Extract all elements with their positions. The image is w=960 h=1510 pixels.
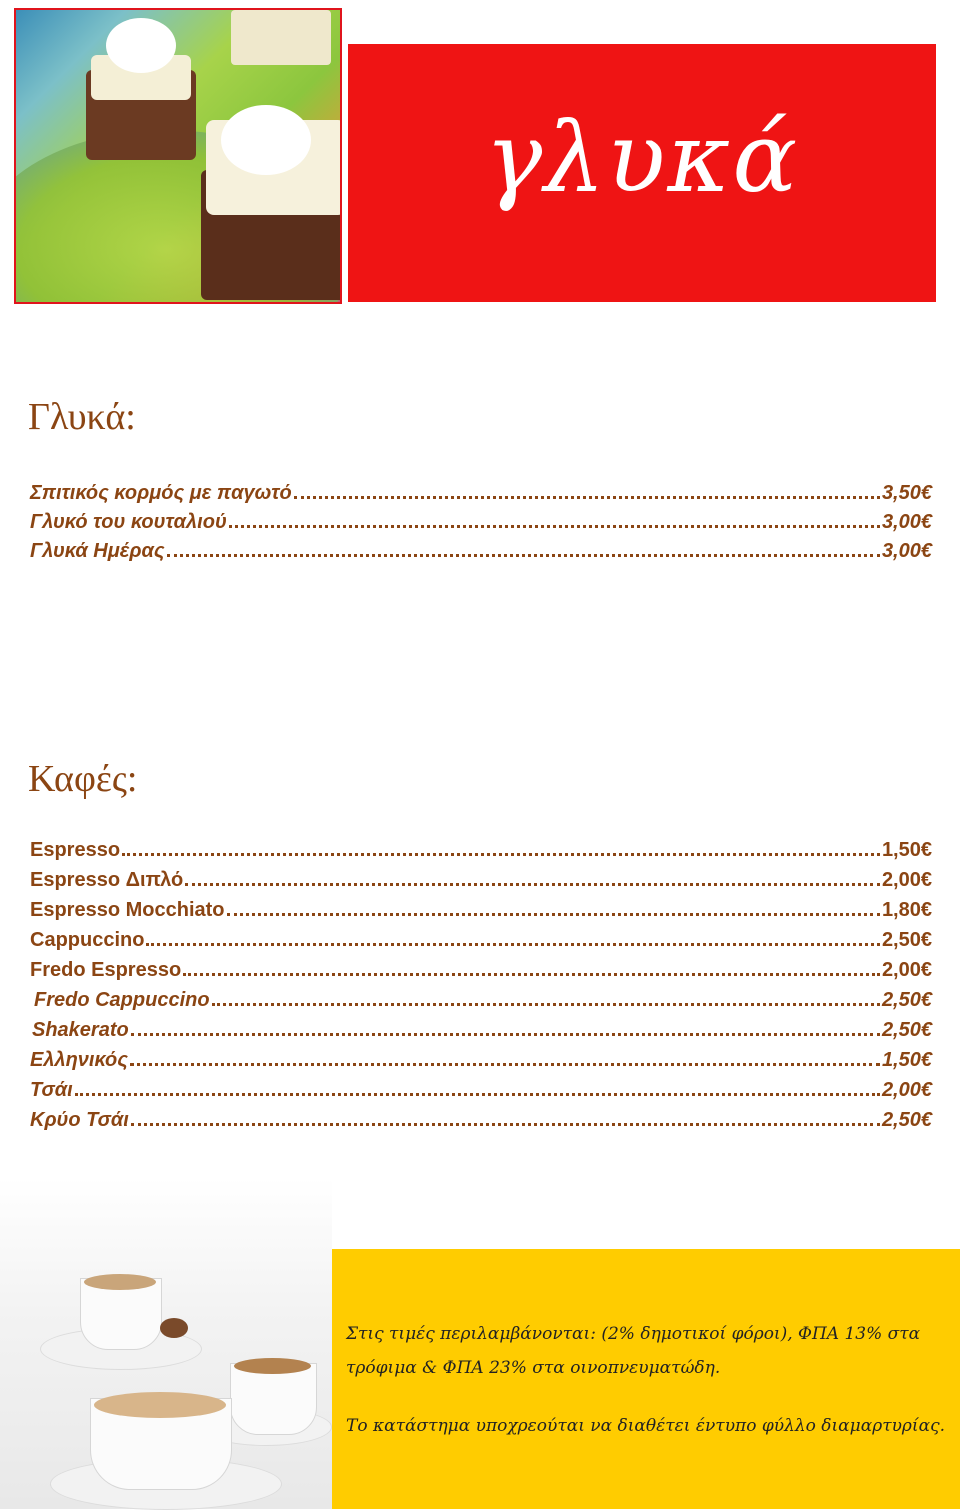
item-name: Τσάι [30,1079,73,1101]
item-price: 3,00€ [881,540,932,562]
item-name: Ελληνικός [30,1049,128,1071]
menu-item [30,954,932,982]
dessert-photo [14,8,342,304]
complaint-note: Το κατάστημα υποχρεούται να διαθέτει έντυπο φύλλο διαμαρτυρίας. [346,1416,945,1436]
item-price: 1,80€ [881,899,932,921]
leader-dots [131,1123,880,1126]
leader-dots [75,1093,880,1096]
item-name: Espresso [30,839,121,861]
title-banner [348,44,936,302]
item-name: Σπιτικός κορμός με παγωτό [30,482,292,504]
menu-item [30,535,932,563]
item-price: 2,00€ [881,869,932,891]
tax-info-box [332,1249,960,1509]
item-name: Fredo Cappuccino [34,989,210,1011]
item-name: Espresso Διπλό [30,869,184,891]
tax-note-line2: τρόφιμα & ΦΠΑ 23% στα οινοπνευματώδη. [346,1358,721,1378]
menu-item [30,834,932,862]
item-price: 2,50€ [881,1109,932,1131]
leader-dots [146,943,879,946]
leader-dots [227,913,880,916]
leader-dots [122,853,880,856]
menu-item [30,1074,932,1102]
leader-dots [294,496,880,499]
item-name: Γλυκό του κουταλιού [30,511,227,533]
leader-dots [183,973,880,976]
menu-item [30,924,932,952]
item-name: Shakerato [32,1019,129,1041]
item-price: 1,50€ [881,839,932,861]
coffee-section-title: Καφές: [28,758,138,800]
item-name: Κρύο Τσάι [30,1109,129,1131]
item-price: 2,50€ [881,1019,932,1041]
item-price: 2,00€ [881,959,932,981]
menu-item [32,1014,932,1042]
item-name: Γλυκά Ημέρας [30,540,165,562]
menu-item [30,894,932,922]
leader-dots [229,525,880,528]
banner-title: γλυκά [484,102,800,214]
item-price: 2,50€ [881,989,932,1011]
leader-dots [212,1003,880,1006]
item-price: 3,50€ [881,482,932,504]
menu-item [34,984,932,1012]
item-price: 3,00€ [881,511,932,533]
item-price: 2,50€ [881,929,932,951]
item-name: Cappuccino [30,929,145,951]
leader-dots [185,883,880,886]
leader-dots [130,1063,880,1066]
item-name: Fredo Espresso [30,959,182,981]
item-price: 1,50€ [881,1049,932,1071]
item-name: Espresso Mocchiato [30,899,225,921]
coffee-cups-photo [0,1178,332,1509]
menu-item [30,477,932,505]
menu-item [30,1104,932,1132]
leader-dots [167,554,880,557]
sweets-section-title: Γλυκά: [28,396,136,438]
leader-dots [131,1033,880,1036]
menu-item [30,1044,932,1072]
menu-item [30,506,932,534]
item-price: 2,00€ [881,1079,932,1101]
menu-item [30,864,932,892]
tax-note-line1: Στις τιμές περιλαμβάνονται: (2% δημοτικοί φόροι), ΦΠΑ 13% στα [346,1324,921,1344]
